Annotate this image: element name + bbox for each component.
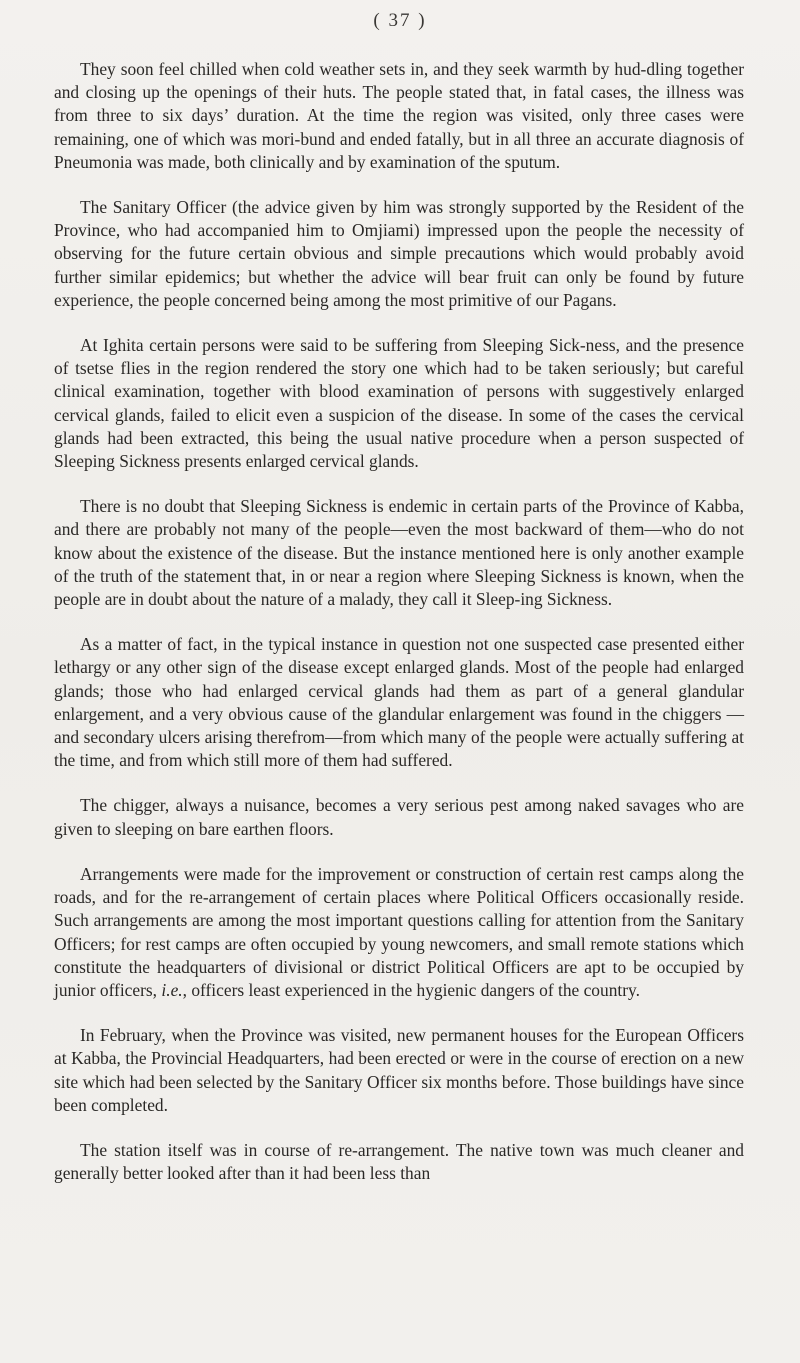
- page-number: ( 37 ): [373, 10, 427, 31]
- paragraph-1: They soon feel chilled when cold weather sets in, and they seek warmth by hud-dling together and closing up the openings of their huts. The people stated that, in fatal cases, the illness was from three to six days’ duration. At the time the region was visited, only three cases were remaining, one of which was mori-bund and ended fatally, but in all three an accurate diagnosis of Pneumonia was made, both clinically and by examination of the sputum.: [54, 59, 744, 172]
- body-text: [54, 58, 744, 1207]
- paragraph-9: The station itself was in course of re-arrangement. The native town was much cleaner and generally better looked after than it had been less than: [54, 1139, 744, 1184]
- paragraph-8: In February, when the Province was visited, new permanent houses for the European Officers at Kabba, the Provincial Headquarters, had been erected or were in the course of erection on a new site which had been selected by the Sanitary Officer six months before. Those buildings have since been completed.: [54, 1025, 744, 1115]
- paragraph-4: There is no doubt that Sleeping Sickness is endemic in certain parts of the Province of Kabba, and there are probably not many of the people—even the most backward of them—who do not know about the existence of the disease. But the instance mentioned here is only another example of the truth of the statement that, in or near a region where Sleeping Sickness is known, when the people are in doubt about the nature of a malady, they call it Sleep-ing Sickness.: [54, 496, 744, 610]
- paragraph-3: At Ighita certain persons were said to be suffering from Sleeping Sick-ness, and the presence of tsetse flies in the region rendered the story one which had to be taken seriously; but careful clinical examination, together with blood examination of persons with suggestively enlarged cervical glands, failed to elicit even a suspicion of the disease. In some of the cases the cervical glands had been extracted, this being the usual native procedure when a person suspected of Sleeping Sickness presents enlarged cervical glands.: [54, 335, 744, 472]
- paragraph-7: Arrangements were made for the improvement or construction of certain rest camps along the roads, and for the re-arrangement of certain places where Political Officers occasionally reside. Such arrangements are among the most important questions calling for attention from the Sanitary Officers; for rest camps are often occupied by young newcomers, and small remote stations which constitute the headquarters of divisional or district Political Officers are apt to be occupied by junior officers, i.e., officers least experienced in the hygienic dangers of the country.: [54, 863, 744, 1000]
- italic-abbreviation: i.e.: [161, 979, 183, 1000]
- paragraph-5: As a matter of fact, in the typical instance in question not one suspected case presented either lethargy or any other sign of the disease except enlarged glands. Most of the people had enlarged glands; those who had enlarged cervical glands had them as part of a general glandular enlargement, and a very obvious cause of the glandular enlargement was found in the chiggers —and secondary ulcers arising therefrom—from which many of the people were actually suffering at the time, and from which still more of them had suffered.: [54, 634, 744, 771]
- paragraph-6: The chigger, always a nuisance, becomes a very serious pest among naked savages who are given to sleeping on bare earthen floors.: [54, 795, 744, 839]
- paragraph-2: The Sanitary Officer (the advice given by him was strongly supported by the Resident of the Province, who had accompanied him to Omjiami) impressed upon the people the necessity of observing for the future certain obvious and simple precautions which would probably avoid further similar epidemics; but whether the advice will bear fruit can only be found by future experience, the people concerned being among the most primitive of our Pagans.: [54, 197, 744, 310]
